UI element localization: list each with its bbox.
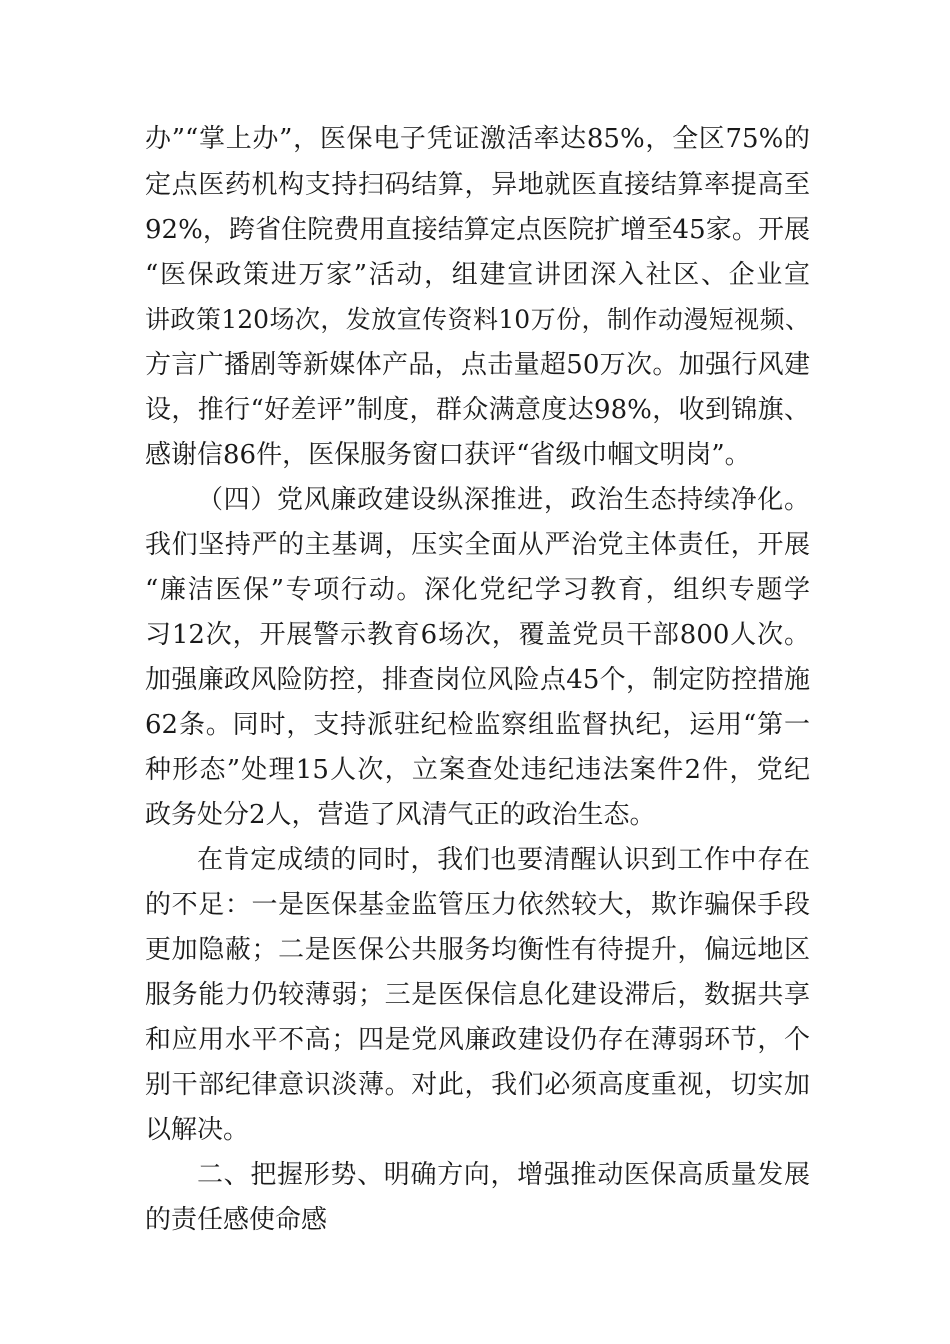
text-line: 和应用水平不高；四是党风廉政建设仍存在薄弱环节，个 — [145, 1025, 810, 1055]
text-line: 方言广播剧等新媒体产品，点击量超50万次。加强行风建 — [145, 350, 810, 380]
text-line: 感谢信86件，医保服务窗口获评“省级巾帼文明岗”。 — [145, 440, 751, 470]
section-heading: （四）党风廉政建设纵深推进，政治生态持续净化。 — [197, 485, 810, 515]
text-line: 种形态”处理15人次，立案查处违纪违法案件2件，党纪 — [145, 755, 810, 785]
text-line: 定点医药机构支持扫码结算，异地就医直接结算率提高至 — [145, 170, 810, 200]
text-line: 别干部纪律意识淡薄。对此，我们必须高度重视，切实加 — [145, 1070, 810, 1100]
text-line: 以解决。 — [145, 1115, 250, 1145]
text-line: 政务处分2人，营造了风清气正的政治生态。 — [145, 800, 656, 830]
text-line: 我们坚持严的主基调，压实全面从严治党主体责任，开展 — [145, 530, 810, 560]
text-line: 62条。同时，支持派驻纪检监察组监督执纪，运用“第一 — [145, 710, 810, 740]
text-line: 服务能力仍较薄弱；三是医保信息化建设滞后，数据共享 — [145, 980, 810, 1010]
text-line: 习12次，开展警示教育6场次，覆盖党员干部800人次。 — [145, 620, 810, 650]
text-line: 92%，跨省住院费用直接结算定点医院扩增至45家。开展 — [145, 215, 810, 245]
text-line: 讲政策120场次，发放宣传资料10万份，制作动漫短视频、 — [145, 305, 810, 334]
text-line: “廉洁医保”专项行动。深化党纪学习教育，组织专题学 — [145, 575, 810, 605]
section-heading: 二、把握形势、明确方向，增强推动医保高质量发展 — [197, 1160, 810, 1190]
text-line: 加强廉政风险防控，排查岗位风险点45个，制定防控措施 — [145, 665, 810, 695]
text-line: 办”“掌上办”，医保电子凭证激活率达85%，全区75%的 — [145, 124, 810, 154]
text-line: 在肯定成绩的同时，我们也要清醒认识到工作中存在 — [197, 845, 810, 875]
text-line: 的不足：一是医保基金监管压力依然较大，欺诈骗保手段 — [145, 890, 810, 920]
text-line: 设，推行“好差评”制度，群众满意度达98%，收到锦旗、 — [145, 395, 810, 425]
text-line: 更加隐蔽；二是医保公共服务均衡性有待提升，偏远地区 — [145, 935, 810, 965]
section-heading: 的责任感使命感 — [145, 1205, 328, 1235]
text-line: “医保政策进万家”活动，组建宣讲团深入社区、企业宣 — [145, 260, 810, 290]
